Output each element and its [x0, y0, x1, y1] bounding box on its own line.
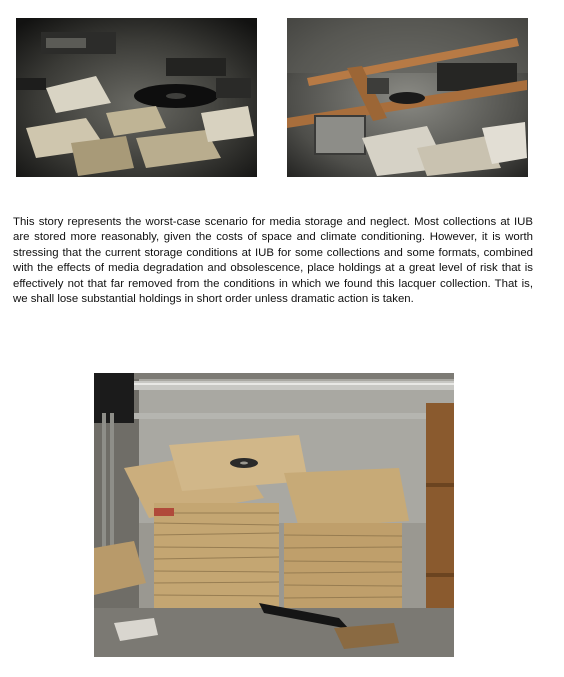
photo-debris-floor-records — [16, 18, 257, 177]
photo-broken-boards-debris — [287, 18, 528, 177]
body-paragraph: This story represents the worst-case scenario for media storage and neglect. Most collections at IUB are stored more reasonably, given the costs of space and climate conditioning. However, it is worth stressing that the current storage conditions at IUB for some collections and some formats, combined with the effects of media degradation and obsolescence, place holdings at a great level of risk that is effectively not that far removed from the conditions in which we found this lacquer collection. That is, we shall lose substantial holdings in short order unless dramatic action is taken. — [13, 216, 533, 306]
photo-lacquer-disc-stacks — [94, 373, 454, 657]
